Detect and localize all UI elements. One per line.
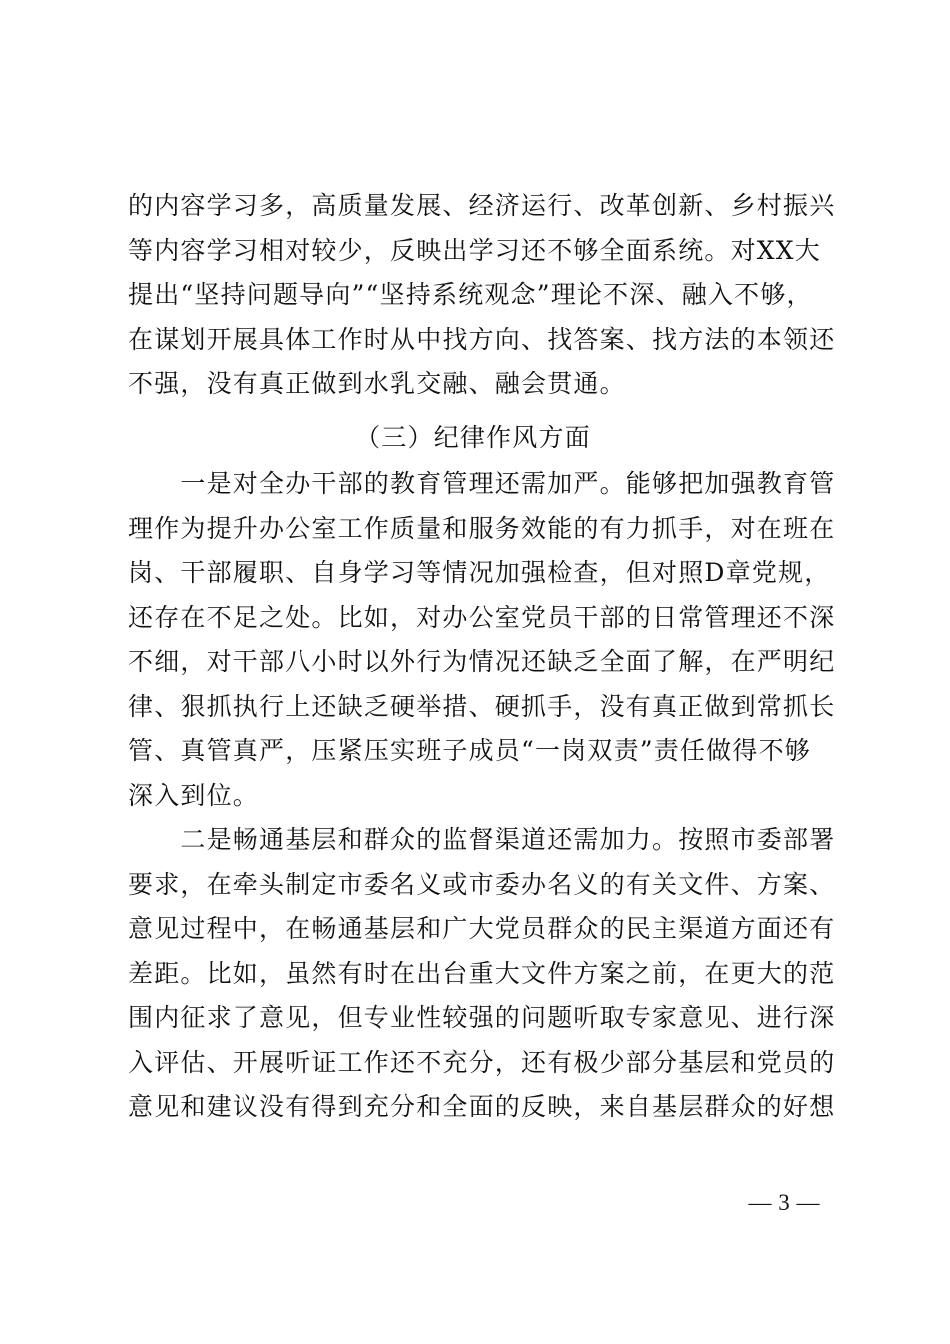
paragraph-line: 二是畅通基层和群众的监督渠道还需加力。按照市委部署 [128,825,836,854]
paragraph-line: 的内容学习多，高质量发展、经济运行、改革创新、乡村振兴 [128,191,836,220]
paragraph-line: 理作为提升办公室工作质量和服务效能的有力抓手，对在班在 [128,513,836,543]
paragraph-line: 管、真管真严，压紧压实班子成员“一岗双责”责任做得不够 [128,736,811,765]
paragraph-line: 岗、干部履职、自身学习等情况加强检查，但对照D章党规， [128,558,831,587]
paragraph-line: 提出“坚持问题导向”“坚持系统观念”理论不深、融入不够， [128,280,813,309]
paragraph-3 [128,818,836,1130]
paragraph-1 [128,184,836,407]
paragraph-2 [128,462,836,818]
paragraph-line: 一是对全办干部的教育管理还需加严。能够把加强教育管 [128,469,836,498]
paragraph-line: 不细，对干部八小时以外行为情况还缺乏全面了解，在严明纪 [128,647,836,676]
paragraph-line: 等内容学习相对较少，反映出学习还不够全面系统。对XX大 [128,235,821,265]
paragraph-line: 要求，在牵头制定市委名义或市委办名义的有关文件、方案、 [128,869,836,899]
paragraph-line: 在谋划开展具体工作时从中找方向、找答案、找方法的本领还 [128,324,836,354]
page-number: — 3 — [748,1190,820,1215]
section-heading: （三）纪律作风方面 [355,423,591,452]
paragraph-line: 差距。比如，虽然有时在出台重大文件方案之前，在更大的范 [128,958,836,988]
paragraph-line: 围内征求了意见，但专业性较强的问题听取专家意见、进行深 [128,1003,836,1032]
paragraph-line: 不强，没有真正做到水乳交融、融会贯通。 [128,369,626,398]
paragraph-line: 入评估、开展听证工作还不充分，还有极少部分基层和党员的 [128,1047,836,1077]
paragraph-line: 还存在不足之处。比如，对办公室党员干部的日常管理还不深 [128,602,836,632]
paragraph-line: 意见过程中，在畅通基层和广大党员群众的民主渠道方面还有 [128,914,836,943]
paragraph-line: 意见和建议没有得到充分和全面的反映，来自基层群众的好想 [128,1092,836,1121]
paragraph-line: 深入到位。 [128,780,260,810]
paragraph-line: 律、狠抓执行上还缺乏硬举措、硬抓手，没有真正做到常抓长 [128,691,836,721]
